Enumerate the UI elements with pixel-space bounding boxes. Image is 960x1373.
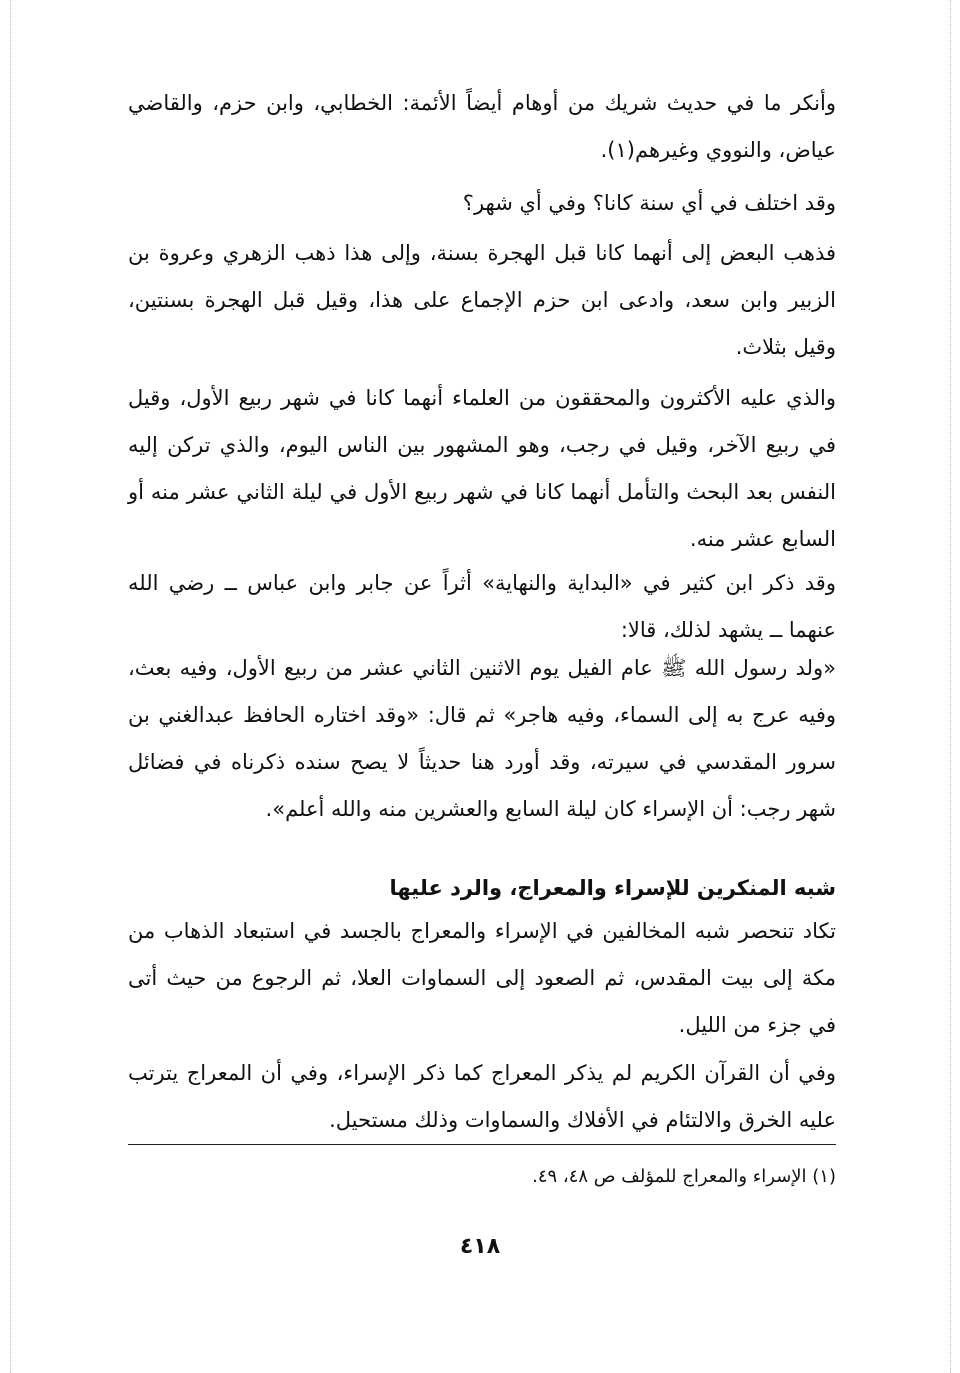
paragraph-4: والذي عليه الأكثرون والمحققون من العلماء أنهما كانا في شهر ربيع الأول، وقيل في ربيع الآخر، وقيل في رجب، وهو المشهور بين الناس اليوم، والذي تركن إليه النفس بعد البحث والتأمل أنهما كانا في شهر ربيع الأول في ليلة الثاني عشر منه أو السابع عشر منه. <box>128 386 836 551</box>
paragraph-7: تكاد تنحصر شبه المخالفين في الإسراء والمعراج بالجسد في استبعاد الذهاب من مكة إلى بيت المقدس، ثم الصعود إلى السماوات العلا، ثم الرجوع من حيث أتى في جزء من الليل. <box>128 919 836 1037</box>
page-number: ٤١٨ <box>459 1234 501 1259</box>
paragraph-8: وفي أن القرآن الكريم لم يذكر المعراج كما ذكر الإسراء، وفي أن المعراج يترتب عليه الخرق والالتئام في الأفلاك والسماوات وذلك مستحيل. <box>128 1061 836 1132</box>
footnote-divider <box>128 1144 836 1145</box>
scan-edge-right <box>950 0 951 1373</box>
paragraph-6: «ولد رسول الله ﷺ عام الفيل يوم الاثنين الثاني عشر من ربيع الأول، وفيه بعث، وفيه عرج به إلى السماء، وفيه هاجر» ثم قال: «وقد اختاره الحافظ عبدالغني بن سرور المقدسي في سيرته، وقد أورد هنا حديثاً لا يصح سنده ذكرناه في فضائل شهر رجب: أن الإسراء كان ليلة السابع والعشرين منه والله أعلم». <box>128 656 836 821</box>
section-heading: شبه المنكرين للإسراء والمعراج، والرد عليها <box>389 876 836 900</box>
scan-edge-left <box>10 0 11 1373</box>
paragraph-1: وأنكر ما في حديث شريك من أوهام أيضاً الأئمة: الخطابي، وابن حزم، والقاضي عياض، والنووي وغيرهم(١). <box>128 91 836 162</box>
paragraph-5: وقد ذكر ابن كثير في «البداية والنهاية» أثراً عن جابر وابن عباس ــ رضي الله عنهما ــ يشهد لذلك، قالا: <box>128 571 836 642</box>
paragraph-3: فذهب البعض إلى أنهما كانا قبل الهجرة بسنة، وإلى هذا ذهب الزهري وعروة بن الزبير وابن سعد، وادعى ابن حزم الإجماع على هذا، وقيل قبل الهجرة بسنتين، وقيل بثلاث. <box>128 241 836 359</box>
footnote: (١) الإسراء والمعراج للمؤلف ص ٤٨، ٤٩. <box>532 1166 836 1187</box>
paragraph-2: وقد اختلف في أي سنة كانا؟ وفي أي شهر؟ <box>462 191 836 215</box>
